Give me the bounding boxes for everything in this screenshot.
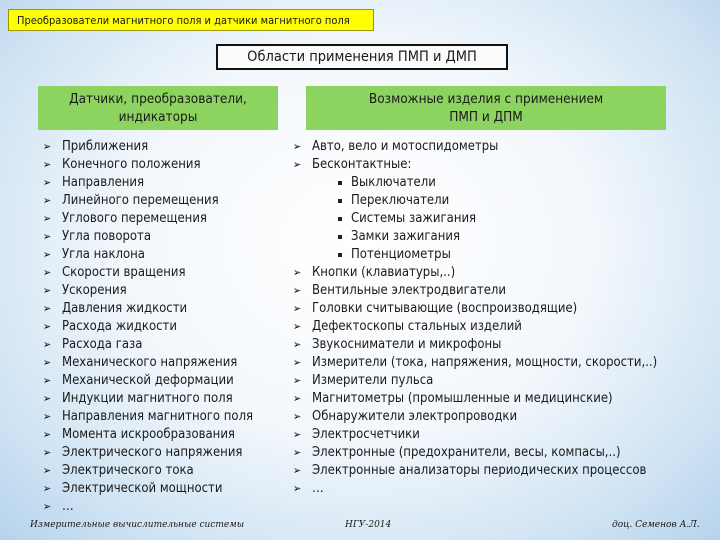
- header-bar: Преобразователи магнитного поля и датчики магнитного поля: [8, 9, 374, 31]
- list-item-text: Измерители пульса: [312, 373, 434, 388]
- list-item-text: Измерители (тока, напряжения, мощности, скорости,..): [312, 355, 658, 370]
- list-item: [40, 210, 290, 228]
- list-item: [40, 192, 290, 210]
- sub-list-item: [290, 228, 720, 246]
- list-item: [40, 480, 290, 498]
- list-item: [290, 156, 720, 174]
- list-item-text: Направления магнитного поля: [62, 409, 254, 424]
- list-item-text: Замки зажигания: [351, 229, 460, 244]
- arrow-bullet-icon: ➢: [42, 374, 52, 387]
- sub-list-item: [290, 174, 720, 192]
- list-item-text: Скорости вращения: [62, 265, 186, 280]
- arrow-bullet-icon: ➢: [292, 446, 302, 459]
- list-item-text: Электрического тока: [62, 463, 194, 478]
- list-item: [290, 138, 720, 156]
- arrow-bullet-icon: ➢: [292, 428, 302, 441]
- list-item-text: Направления: [62, 175, 145, 190]
- arrow-bullet-icon: ➢: [292, 266, 302, 279]
- list-item-text: Электросчетчики: [312, 427, 420, 442]
- list-item-text: Головки считывающие (воспроизводящие): [312, 301, 578, 316]
- arrow-bullet-icon: ➢: [42, 284, 52, 297]
- arrow-bullet-icon: ➢: [292, 338, 302, 351]
- arrow-bullet-icon: ➢: [42, 446, 52, 459]
- list-item: [40, 228, 290, 246]
- arrow-bullet-icon: ➢: [292, 140, 302, 153]
- list-item: [290, 318, 720, 336]
- right-heading-line2: ПМП и ДПМ: [449, 109, 523, 125]
- list-item-text: Выключатели: [351, 175, 436, 190]
- arrow-bullet-icon: ➢: [42, 464, 52, 477]
- list-item: [40, 174, 290, 192]
- list-item-text: Угла наклона: [62, 247, 145, 262]
- list-item-text: Магнитометры (промышленные и медицинские): [312, 391, 613, 406]
- arrow-bullet-icon: ➢: [42, 500, 52, 513]
- arrow-bullet-icon: ➢: [292, 158, 302, 171]
- list-item-text: Авто, вело и мотоспидометры: [312, 139, 499, 154]
- square-bullet-icon: [338, 253, 342, 257]
- list-item: [40, 408, 290, 426]
- list-item-text: Кнопки (клавиатуры,..): [312, 265, 456, 280]
- list-item-text: Индукции магнитного поля: [62, 391, 233, 406]
- list-item-text: Углового перемещения: [62, 211, 207, 226]
- list-item-text: Конечного положения: [62, 157, 201, 172]
- arrow-bullet-icon: ➢: [42, 140, 52, 153]
- list-item: [40, 444, 290, 462]
- footer-left: Измерительные вычислительные системы: [30, 520, 245, 530]
- arrow-bullet-icon: ➢: [42, 230, 52, 243]
- right-items-list: [290, 138, 720, 498]
- list-item-text: Звукосниматели и микрофоны: [312, 337, 502, 352]
- arrow-bullet-icon: ➢: [292, 410, 302, 423]
- list-item: [40, 462, 290, 480]
- list-item-text: Вентильные электродвигатели: [312, 283, 506, 298]
- sub-list-item: [290, 246, 720, 264]
- list-item-text: Давления жидкости: [62, 301, 188, 316]
- left-heading-line1: Датчики, преобразователи,: [69, 91, 247, 107]
- list-item-text: Механической деформации: [62, 373, 234, 388]
- list-item-text: Бесконтактные:: [312, 157, 412, 172]
- arrow-bullet-icon: ➢: [42, 392, 52, 405]
- arrow-bullet-icon: ➢: [42, 410, 52, 423]
- list-item-text: …: [62, 499, 74, 514]
- left-items-list: [40, 138, 290, 516]
- list-item: [290, 444, 720, 462]
- list-item-text: Электрического напряжения: [62, 445, 243, 460]
- main-title: Области применения ПМП и ДМП: [216, 44, 508, 70]
- arrow-bullet-icon: ➢: [292, 374, 302, 387]
- arrow-bullet-icon: ➢: [42, 320, 52, 333]
- sub-list-item: [290, 210, 720, 228]
- left-column-heading: [38, 86, 278, 130]
- arrow-bullet-icon: ➢: [42, 302, 52, 315]
- list-item: [290, 408, 720, 426]
- list-item: [290, 480, 720, 498]
- list-item-text: Расхода газа: [62, 337, 143, 352]
- arrow-bullet-icon: ➢: [42, 428, 52, 441]
- list-item: [40, 390, 290, 408]
- list-item-text: Расхода жидкости: [62, 319, 177, 334]
- list-item-text: Электрической мощности: [62, 481, 223, 496]
- footer-right: доц. Семенов А.Л.: [612, 520, 700, 530]
- list-item: [290, 300, 720, 318]
- arrow-bullet-icon: ➢: [292, 320, 302, 333]
- square-bullet-icon: [338, 199, 342, 203]
- list-item-text: Ускорения: [62, 283, 127, 298]
- list-item: [40, 336, 290, 354]
- sub-list-item: [290, 192, 720, 210]
- arrow-bullet-icon: ➢: [42, 482, 52, 495]
- right-heading-line1: Возможные изделия с применением: [368, 91, 604, 107]
- square-bullet-icon: [338, 235, 342, 239]
- list-item-text: Угла поворота: [62, 229, 152, 244]
- list-item: [290, 282, 720, 300]
- list-item: [40, 156, 290, 174]
- list-item: [40, 372, 290, 390]
- list-item: [40, 138, 290, 156]
- list-item: [290, 426, 720, 444]
- list-item-text: Потенциометры: [351, 247, 451, 262]
- footer-center: НГУ-2014: [345, 520, 392, 530]
- list-item-text: Электронные (предохранители, весы, компасы,..): [312, 445, 621, 460]
- square-bullet-icon: [338, 217, 342, 221]
- arrow-bullet-icon: ➢: [42, 338, 52, 351]
- list-item-text: Линейного перемещения: [62, 193, 219, 208]
- list-item-text: Механического напряжения: [62, 355, 238, 370]
- list-item-text: Приближения: [62, 139, 149, 154]
- list-item-text: Момента искрообразования: [62, 427, 235, 442]
- arrow-bullet-icon: ➢: [292, 356, 302, 369]
- list-item: [40, 246, 290, 264]
- arrow-bullet-icon: ➢: [292, 302, 302, 315]
- arrow-bullet-icon: ➢: [42, 158, 52, 171]
- arrow-bullet-icon: ➢: [42, 176, 52, 189]
- arrow-bullet-icon: ➢: [292, 392, 302, 405]
- list-item: [40, 318, 290, 336]
- arrow-bullet-icon: ➢: [42, 248, 52, 261]
- list-item-text: Переключатели: [351, 193, 450, 208]
- arrow-bullet-icon: ➢: [292, 464, 302, 477]
- square-bullet-icon: [338, 181, 342, 185]
- arrow-bullet-icon: ➢: [42, 194, 52, 207]
- list-item: [40, 354, 290, 372]
- list-item: [40, 426, 290, 444]
- list-item: [40, 300, 290, 318]
- list-item: [290, 390, 720, 408]
- list-item: [40, 498, 290, 516]
- arrow-bullet-icon: ➢: [42, 212, 52, 225]
- list-item-text: Обнаружители электропроводки: [312, 409, 518, 424]
- arrow-bullet-icon: ➢: [292, 482, 302, 495]
- right-column-heading: [306, 86, 666, 130]
- list-item: [40, 282, 290, 300]
- list-item-text: Дефектоскопы стальных изделий: [312, 319, 522, 334]
- list-item: [40, 264, 290, 282]
- list-item: [290, 264, 720, 282]
- arrow-bullet-icon: ➢: [292, 284, 302, 297]
- list-item-text: Системы зажигания: [351, 211, 477, 226]
- arrow-bullet-icon: ➢: [42, 266, 52, 279]
- list-item: [290, 336, 720, 354]
- list-item-text: Электронные анализаторы периодических процессов: [312, 463, 647, 478]
- list-item: [290, 462, 720, 480]
- arrow-bullet-icon: ➢: [42, 356, 52, 369]
- list-item-text: …: [312, 481, 324, 496]
- list-item: [290, 354, 720, 372]
- left-heading-line2: индикаторы: [118, 109, 198, 125]
- list-item: [290, 372, 720, 390]
